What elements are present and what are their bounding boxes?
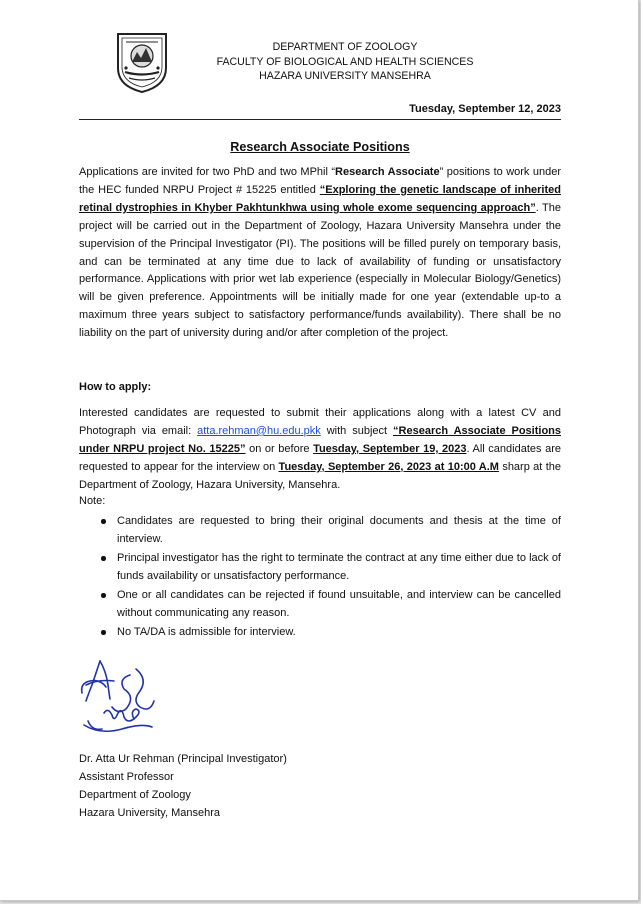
bullet-icon [101, 556, 106, 561]
interview-date: Tuesday, September 26, 2023 at 10:00 A.M [278, 460, 499, 473]
bullet-icon [101, 630, 106, 635]
signatory-university: Hazara University, Mansehra [79, 807, 221, 819]
application-deadline: Tuesday, September 19, 2023 [313, 442, 467, 455]
university-seal-icon [112, 28, 172, 94]
list-item [79, 549, 561, 585]
project-title: “Exploring the genetic landscape of inherited retinal dystrophies in Khyber Pakhtunkhwa using whole exome sequencing approach” [79, 183, 561, 214]
bullet-icon [101, 593, 106, 598]
faculty-name: FACULTY OF BIOLOGICAL AND HEALTH SCIENCES [216, 55, 474, 68]
list-item [79, 623, 561, 641]
note-text: One or all candidates can be rejected if found unsuitable, and interview can be cancelled without communicating any reason. [117, 589, 561, 619]
how-to-apply-heading: How to apply: [79, 381, 152, 393]
note-label: Note: [79, 495, 106, 507]
apply-text-4: . All candidates are requested to appear for the interview on [79, 442, 561, 473]
department-name: DEPARTMENT OF ZOOLOGY [272, 41, 418, 53]
signature-icon [78, 655, 164, 737]
note-text: Principal investigator has the right to terminate the contract at any time either due to lack of funds availability or unsatisfactory performance. [117, 552, 561, 582]
apply-text-1: Interested candidates are requested to submit their applications along with a latest CV and Photograph via email: [79, 407, 561, 437]
bullet-icon [101, 519, 106, 524]
intro-text-1: Applications are invited for two PhD and two MPhil “ [79, 166, 336, 178]
signatory-name: Dr. Atta Ur Rehman (Principal Investigator) [79, 753, 287, 765]
apply-text-2: with subject [320, 424, 394, 437]
intro-text-3: . The project will be carried out in the Department of Zoology, Hazara University Mansehra under the supervision of the Principal Investigator (PI). The positions will be filled purely on temporary basis, and can be terminated at any time due to lack of availability of funding or unsatisfactory performance. Applications with prior wet lab experience (especially in Molecular Biology/Genetics) will be given preference. Appointments will be initially made for one year (extendable up-to a maximum three years subject to satisfactory performance/funds availability). There shall be no liability on the part of university during and/or after completion of the project. [79, 201, 561, 340]
apply-text-3: on or before [245, 442, 314, 455]
intro-paragraph [79, 164, 561, 343]
header-divider [79, 119, 561, 120]
signatory-designation: Assistant Professor [79, 771, 174, 783]
notes-list [79, 512, 561, 642]
university-name: HAZARA UNIVERSITY MANSEHRA [259, 70, 431, 82]
letterhead [170, 40, 520, 84]
note-text: Candidates are requested to bring their original documents and thesis at the time of interview. [117, 515, 561, 545]
list-item [79, 512, 561, 548]
intro-text-2: ” positions to work under the HEC funded NRPU Project # 15225 entitled [79, 166, 561, 196]
note-text: No TA/DA is admissible for interview. [117, 626, 296, 638]
signatory-department: Department of Zoology [79, 789, 191, 801]
email-link[interactable]: atta.rehman@hu.edu.pkk [197, 424, 321, 437]
page-title: Research Associate Positions [230, 140, 410, 154]
letter-date: Tuesday, September 12, 2023 [409, 103, 561, 115]
how-to-apply-paragraph [79, 405, 561, 495]
apply-text-5: sharp at the Department of Zoology, Hazara University, Mansehra. [79, 460, 561, 491]
signatory-block [79, 750, 287, 822]
position-name: Research Associate [335, 166, 440, 178]
list-item [79, 586, 561, 622]
email-subject: “Research Associate Positions under NRPU project No. 15225” [79, 424, 562, 455]
